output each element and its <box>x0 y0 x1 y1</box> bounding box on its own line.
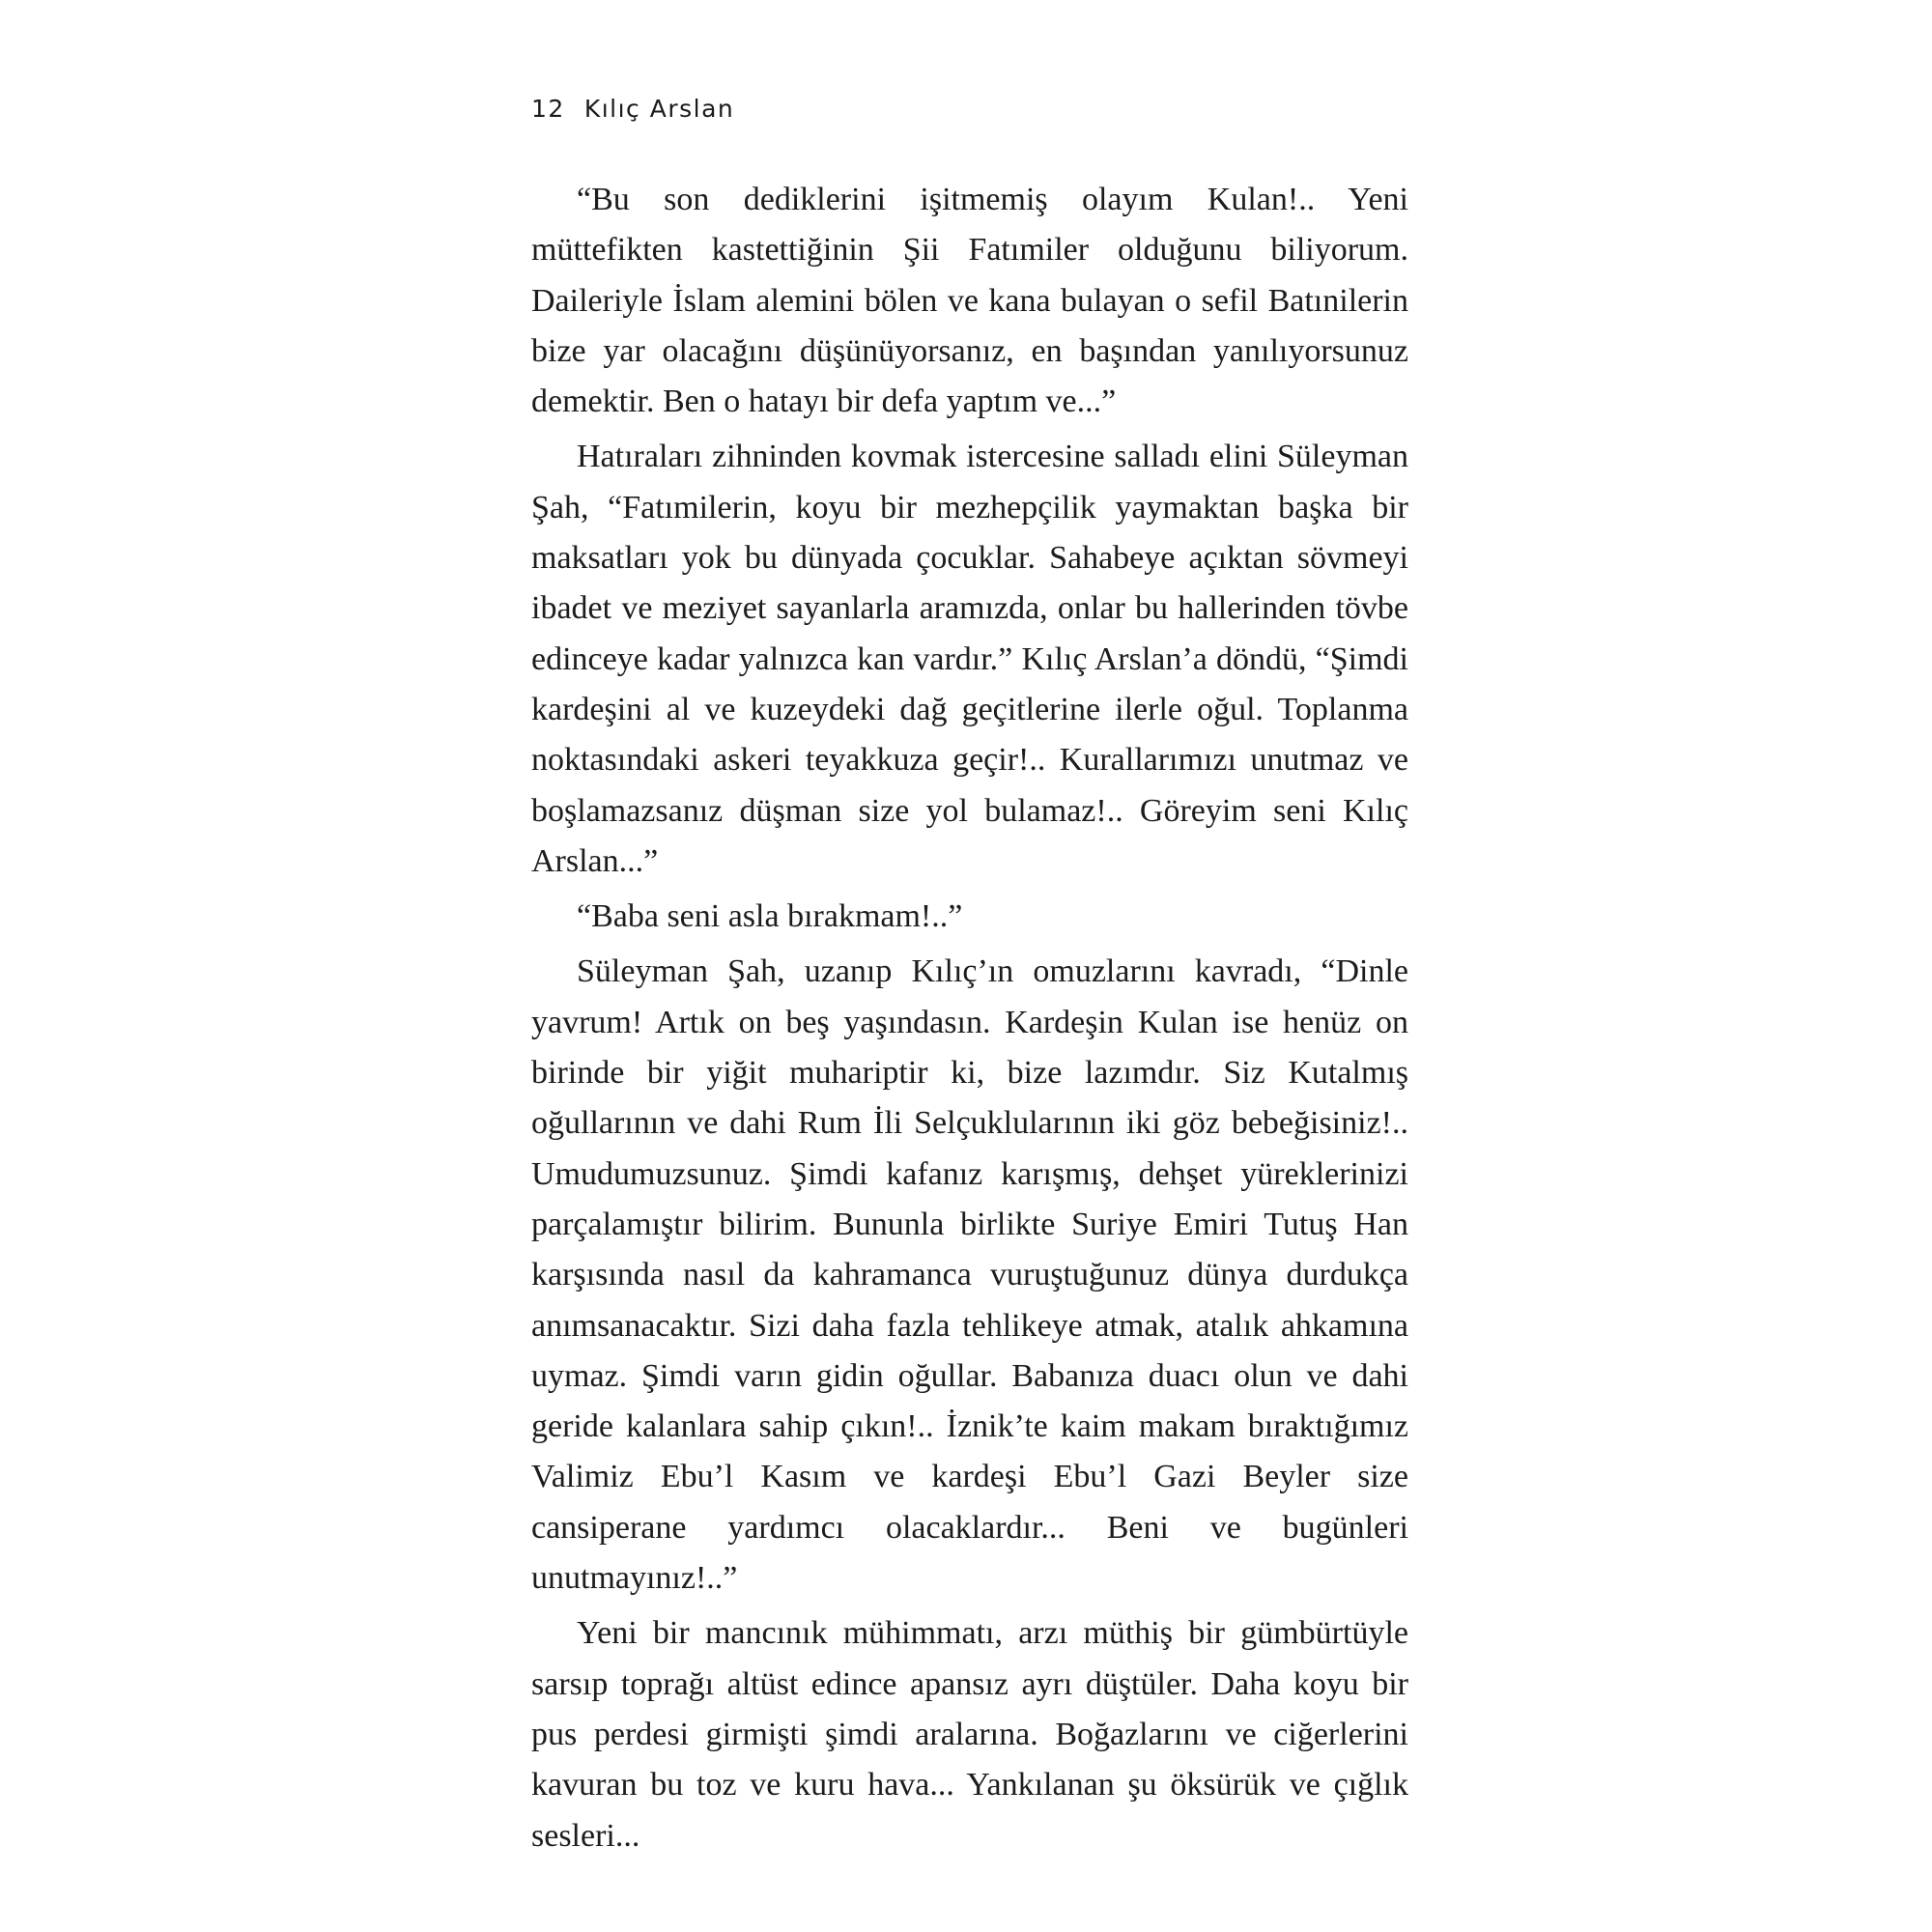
book-title: Kılıç Arslan <box>583 95 735 123</box>
paragraph: “Baba seni asla bırakmam!..” <box>577 898 963 935</box>
running-header <box>531 95 1408 123</box>
paragraph: Hatıraları zihninden kovmak istercesine salladı elini Süleyman Şah, “Fatımilerin, koyu bir mezhepçilik yaymaktan başka bir maksatları yok bu dünyada çocuklar. Sahabeye açıktan sövmeyi ibadet ve meziyet sayanlarla aramızda, onlar bu hallerinden tövbe edinceye kadar yalnızca kan vardır.” Kılıç Arslan’a döndü, “Şimdi kardeşini al ve kuzeydeki dağ geçitlerine ilerle oğul. Toplanma noktasındaki askeri teyakkuza geçir!.. Kurallarımızı unutmaz ve boşlamazsanız düşman size yol bulamaz!.. Göreyim seni Kılıç Arslan...” <box>531 439 1408 879</box>
paragraph: “Bu son dediklerini işitmemiş olayım Kulan!.. Yeni müttefikten kastettiğinin Şii Fatımiler olduğunu biliyorum. Daileriyle İslam alemini bölen ve kana bulayan o sefil Batınilerin bize yar olacağını düşünüyorsanız, en başından yanılıyorsunuz demektir. Ben o hatayı bir defa yaptım ve...” <box>531 182 1408 420</box>
body-text <box>531 175 1408 1861</box>
page-number: 12 <box>531 95 565 123</box>
book-page <box>531 95 1408 1866</box>
paragraph: Yeni bir mancınık mühimmatı, arzı müthiş bir gümbürtüyle sarsıp toprağı altüst edince apansız ayrı düştüler. Daha koyu bir pus perdesi girmişti şimdi aralarına. Boğazlarını ve ciğerlerini kavuran bu toz ve kuru hava... Yankılanan şu öksürük ve çığlık sesleri... <box>531 1615 1408 1854</box>
paragraph: Süleyman Şah, uzanıp Kılıç’ın omuzlarını kavradı, “Dinle yavrum! Artık on beş yaşındasın. Kardeşin Kulan ise henüz on birinde bir yiğit muhariptir ki, bize lazımdır. Siz Kutalmış oğullarının ve dahi Rum İli Selçuklularının iki göz bebeğisiniz!.. Umudumuzsunuz. Şimdi kafanız karışmış, dehşet yüreklerinizi parçalamıştır bilirim. Bununla birlikte Suriye Emiri Tutuş Han karşısında nasıl da kahramanca vuruştuğunuz dünya durdukça anımsanacaktır. Sizi daha fazla tehlikeye atmak, atalık ahkamına uymaz. Şimdi varın gidin oğullar. Babanıza duacı olun ve dahi geride kalanlara sahip çıkın!.. İznik’te kaim makam bıraktığımız Valimiz Ebu’l Kasım ve kardeşi Ebu’l Gazi Beyler size cansiperane yardımcı olacaklardır... Beni ve bugünleri unutmayınız!..” <box>531 953 1408 1597</box>
